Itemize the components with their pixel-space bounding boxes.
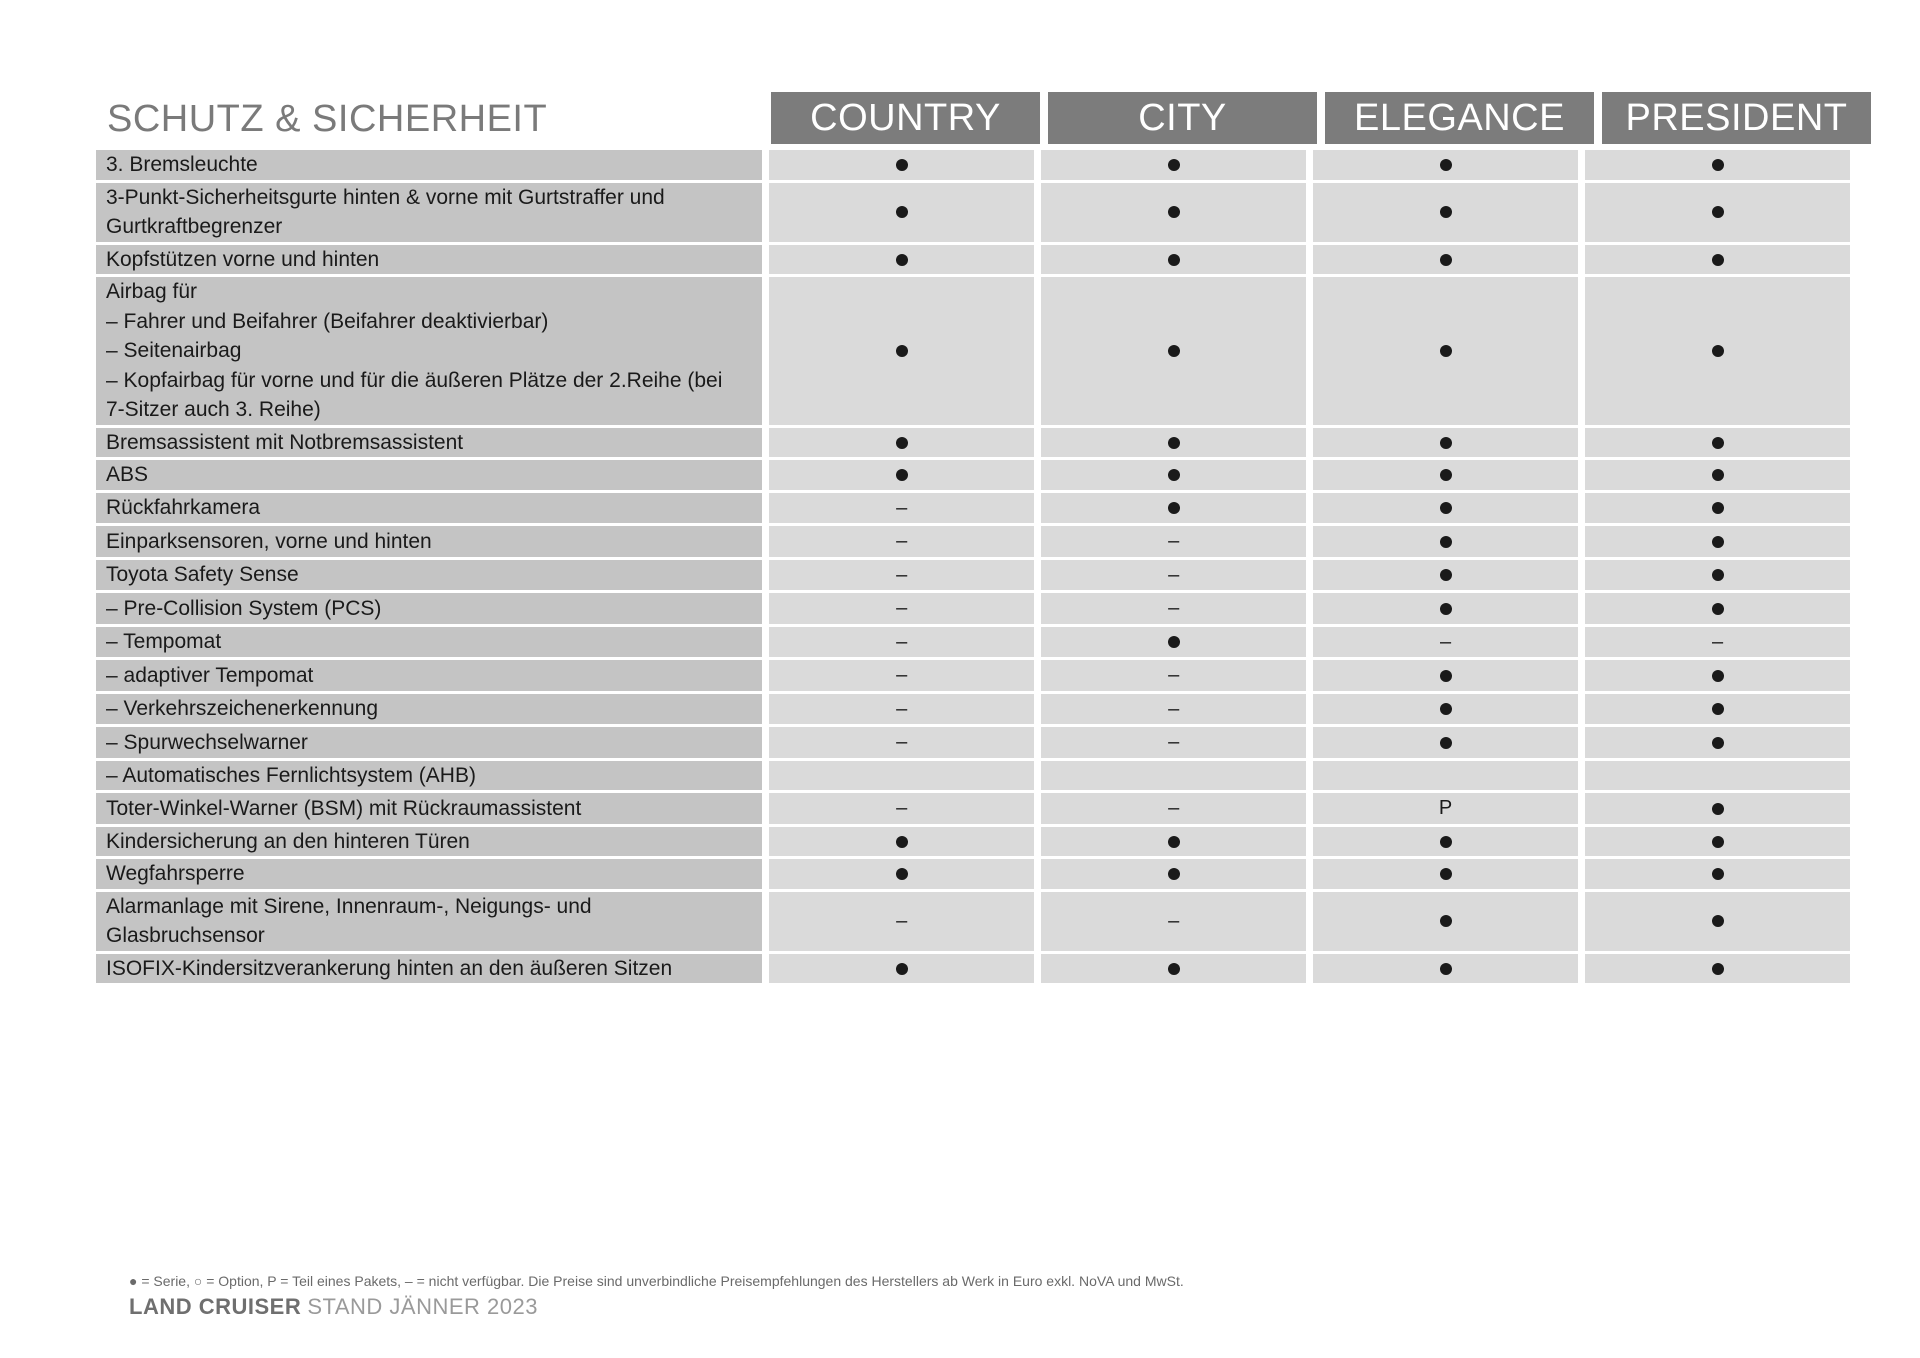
cell-president	[1585, 793, 1850, 824]
cell-elegance	[1313, 954, 1578, 984]
cell-country	[769, 954, 1034, 984]
standard-dot-icon	[1440, 159, 1452, 171]
feature-label: Kopfstützen vorne und hinten	[96, 245, 762, 275]
standard-dot-icon	[1712, 836, 1724, 848]
standard-dot-icon	[1712, 915, 1724, 927]
standard-dot-icon	[1712, 569, 1724, 581]
not-available-mark: –	[896, 563, 908, 586]
cell-city	[1041, 460, 1306, 490]
cell-city	[1041, 859, 1306, 889]
table-row	[96, 892, 1850, 951]
not-available-mark: –	[896, 630, 908, 653]
cell-country	[769, 892, 1034, 951]
not-available-mark: –	[896, 664, 908, 686]
standard-dot-icon	[1440, 345, 1452, 357]
standard-dot-icon	[1440, 915, 1452, 927]
table-row	[96, 793, 1850, 824]
standard-dot-icon	[896, 963, 908, 975]
cell-city	[1041, 694, 1306, 725]
cell-country	[769, 460, 1034, 490]
column-header-president: PRESIDENT	[1602, 92, 1871, 144]
feature-label: ABS	[96, 460, 762, 490]
standard-dot-icon	[1712, 345, 1724, 357]
not-available-mark: –	[1168, 797, 1180, 819]
standard-dot-icon	[1440, 868, 1452, 880]
cell-city	[1041, 277, 1306, 425]
table-row	[96, 526, 1850, 557]
standard-dot-icon	[1712, 206, 1724, 218]
feature-label: Toter-Winkel-Warner (BSM) mit Rückraumassistent	[96, 793, 762, 824]
cell-president	[1585, 150, 1850, 180]
standard-dot-icon	[1712, 670, 1724, 682]
feature-label: – Verkehrszeichenerkennung	[96, 694, 762, 725]
table-row	[96, 277, 1850, 425]
column-header-country: COUNTRY	[771, 92, 1040, 144]
not-available-mark: –	[1168, 909, 1180, 932]
cell-city	[1041, 660, 1306, 691]
cell-elegance	[1313, 277, 1578, 425]
standard-dot-icon	[1168, 469, 1180, 481]
standard-dot-icon	[1440, 437, 1452, 449]
standard-dot-icon	[1712, 536, 1724, 548]
not-available-mark: –	[1711, 630, 1724, 653]
cell-elegance	[1313, 761, 1578, 791]
cell-elegance	[1313, 859, 1578, 889]
cell-elegance	[1313, 593, 1578, 624]
standard-dot-icon	[1440, 703, 1452, 715]
standard-dot-icon	[1712, 963, 1724, 975]
cell-president	[1585, 627, 1850, 658]
not-available-mark: –	[896, 797, 908, 819]
cell-country	[769, 627, 1034, 658]
cell-president	[1585, 460, 1850, 490]
cell-elegance	[1313, 428, 1578, 458]
standard-dot-icon	[1168, 345, 1180, 357]
standard-dot-icon	[896, 437, 908, 449]
cell-president	[1585, 493, 1850, 524]
cell-country	[769, 526, 1034, 557]
cell-city	[1041, 727, 1306, 758]
table-row	[96, 660, 1850, 691]
package-mark: P	[1438, 797, 1453, 819]
not-available-mark: –	[1168, 530, 1180, 552]
cell-city	[1041, 150, 1306, 180]
feature-label: Einparksensoren, vorne und hinten	[96, 526, 762, 557]
cell-elegance	[1313, 245, 1578, 275]
standard-dot-icon	[1712, 603, 1724, 615]
cell-elegance	[1313, 727, 1578, 758]
cell-country	[769, 793, 1034, 824]
standard-dot-icon	[1168, 254, 1180, 266]
standard-dot-icon	[896, 836, 908, 848]
cell-elegance	[1313, 827, 1578, 857]
cell-elegance	[1313, 793, 1578, 824]
cell-president	[1585, 428, 1850, 458]
cell-country	[769, 245, 1034, 275]
cell-country	[769, 150, 1034, 180]
not-available-mark: –	[1168, 731, 1180, 753]
cell-president	[1585, 245, 1850, 275]
table-row	[96, 727, 1850, 758]
feature-label: – adaptiver Tempomat	[96, 660, 762, 691]
table-row	[96, 761, 1850, 791]
standard-dot-icon	[1440, 254, 1452, 266]
cell-president	[1585, 694, 1850, 725]
cell-president	[1585, 183, 1850, 242]
cell-city	[1041, 428, 1306, 458]
table-row	[96, 694, 1850, 725]
cell-city	[1041, 560, 1306, 591]
standard-dot-icon	[1712, 868, 1724, 880]
cell-president	[1585, 827, 1850, 857]
cell-country	[769, 560, 1034, 591]
table-row	[96, 627, 1850, 658]
feature-label: ISOFIX-Kindersitzverankerung hinten an den äußeren Sitzen	[96, 954, 762, 984]
standard-dot-icon	[1440, 963, 1452, 975]
cell-country	[769, 183, 1034, 242]
table-row	[96, 493, 1850, 524]
cell-city	[1041, 493, 1306, 524]
table-row	[96, 428, 1850, 458]
cell-president	[1585, 560, 1850, 591]
feature-label: – Pre-Collision System (PCS)	[96, 593, 762, 624]
standard-dot-icon	[1712, 159, 1724, 171]
cell-president	[1585, 526, 1850, 557]
feature-label: Kindersicherung an den hinteren Türen	[96, 827, 762, 857]
cell-elegance	[1313, 460, 1578, 490]
cell-president	[1585, 277, 1850, 425]
cell-president	[1585, 892, 1850, 951]
standard-dot-icon	[896, 868, 908, 880]
standard-dot-icon	[1440, 536, 1452, 548]
not-available-mark: –	[896, 731, 908, 753]
feature-label: – Automatisches Fernlichtsystem (AHB)	[96, 761, 762, 791]
standard-dot-icon	[1440, 469, 1452, 481]
cell-city	[1041, 593, 1306, 624]
cell-president	[1585, 727, 1850, 758]
cell-president	[1585, 859, 1850, 889]
cell-country	[769, 493, 1034, 524]
feature-label: Wegfahrsperre	[96, 859, 762, 889]
standard-dot-icon	[896, 345, 908, 357]
standard-dot-icon	[1440, 603, 1452, 615]
table-row	[96, 245, 1850, 275]
standard-dot-icon	[1712, 502, 1724, 514]
cell-city	[1041, 827, 1306, 857]
spec-table	[89, 147, 1857, 986]
cell-country	[769, 428, 1034, 458]
feature-label: 3-Punkt-Sicherheitsgurte hinten & vorne mit Gurtstraffer und Gurtkraftbegrenzer	[96, 183, 762, 242]
feature-label: Rückfahrkamera	[96, 493, 762, 524]
cell-city	[1041, 245, 1306, 275]
cell-city	[1041, 793, 1306, 824]
cell-country	[769, 277, 1034, 425]
cell-elegance	[1313, 150, 1578, 180]
cell-president	[1585, 660, 1850, 691]
table-row	[96, 827, 1850, 857]
standard-dot-icon	[896, 254, 908, 266]
cell-president	[1585, 954, 1850, 984]
cell-country	[769, 827, 1034, 857]
standard-dot-icon	[896, 159, 908, 171]
footer-model: LAND CRUISER	[129, 1294, 302, 1319]
feature-label: – Tempomat	[96, 627, 762, 658]
standard-dot-icon	[1168, 437, 1180, 449]
standard-dot-icon	[1712, 703, 1724, 715]
cell-city	[1041, 761, 1306, 791]
cell-elegance	[1313, 892, 1578, 951]
feature-label: Alarmanlage mit Sirene, Innenraum-, Neigungs- und Glasbruchsensor	[96, 892, 762, 951]
standard-dot-icon	[1440, 569, 1452, 581]
not-available-mark: –	[1168, 697, 1180, 720]
cell-president	[1585, 761, 1850, 791]
cell-elegance	[1313, 560, 1578, 591]
table-row	[96, 460, 1850, 490]
table-row	[96, 859, 1850, 889]
footer	[129, 1294, 538, 1320]
standard-dot-icon	[1712, 737, 1724, 749]
cell-elegance	[1313, 183, 1578, 242]
standard-dot-icon	[896, 206, 908, 218]
cell-elegance	[1313, 660, 1578, 691]
cell-country	[769, 859, 1034, 889]
cell-elegance	[1313, 526, 1578, 557]
standard-dot-icon	[1168, 159, 1180, 171]
not-available-mark: –	[896, 530, 908, 552]
table-row	[96, 560, 1850, 591]
standard-dot-icon	[1440, 737, 1452, 749]
feature-label: Airbag für – Fahrer und Beifahrer (Beifahrer deaktivierbar) – Seitenairbag – Kopfairbag für vorne und für die äußeren Plätze der 2.Reihe (bei 7-Sitzer auch 3. Reihe)	[96, 277, 762, 425]
column-header-city: CITY	[1048, 92, 1317, 144]
table-row	[96, 183, 1850, 242]
cell-country	[769, 761, 1034, 791]
cell-country	[769, 593, 1034, 624]
cell-city	[1041, 183, 1306, 242]
not-available-mark: –	[896, 909, 908, 932]
feature-label: Bremsassistent mit Notbremsassistent	[96, 428, 762, 458]
standard-dot-icon	[1712, 437, 1724, 449]
cell-city	[1041, 954, 1306, 984]
feature-label: 3. Bremsleuchte	[96, 150, 762, 180]
standard-dot-icon	[1168, 206, 1180, 218]
standard-dot-icon	[1440, 670, 1452, 682]
standard-dot-icon	[1168, 636, 1180, 648]
not-available-mark: –	[896, 597, 908, 619]
standard-dot-icon	[1440, 206, 1452, 218]
feature-label: Toyota Safety Sense	[96, 560, 762, 591]
cell-city	[1041, 526, 1306, 557]
standard-dot-icon	[1168, 868, 1180, 880]
table-row	[96, 150, 1850, 180]
not-available-mark: –	[1168, 597, 1180, 619]
standard-dot-icon	[1440, 502, 1452, 514]
standard-dot-icon	[1712, 803, 1724, 815]
not-available-mark: –	[896, 496, 908, 519]
standard-dot-icon	[1168, 502, 1180, 514]
cell-elegance	[1313, 493, 1578, 524]
cell-country	[769, 660, 1034, 691]
footer-stand: STAND JÄNNER 2023	[307, 1294, 538, 1319]
standard-dot-icon	[1168, 836, 1180, 848]
cell-country	[769, 694, 1034, 725]
cell-city	[1041, 892, 1306, 951]
cell-elegance	[1313, 627, 1578, 658]
table-row	[96, 954, 1850, 984]
standard-dot-icon	[1712, 469, 1724, 481]
standard-dot-icon	[1712, 254, 1724, 266]
table-row	[96, 593, 1850, 624]
feature-label: – Spurwechselwarner	[96, 727, 762, 758]
cell-elegance	[1313, 694, 1578, 725]
standard-dot-icon	[1168, 963, 1180, 975]
section-title: SCHUTZ & SICHERHEIT	[107, 98, 548, 140]
not-available-mark: –	[1168, 664, 1180, 686]
cell-city	[1041, 627, 1306, 658]
cell-president	[1585, 593, 1850, 624]
cell-country	[769, 727, 1034, 758]
standard-dot-icon	[896, 469, 908, 481]
not-available-mark: –	[1168, 563, 1180, 586]
column-header-elegance: ELEGANCE	[1325, 92, 1594, 144]
not-available-mark: –	[1440, 630, 1452, 653]
standard-dot-icon	[1440, 836, 1452, 848]
legend-note: ● = Serie, ○ = Option, P = Teil eines Pakets, – = nicht verfügbar. Die Preise sind unverbindliche Preisempfehlungen des Herstellers ab Werk in Euro exkl. NoVA und MwSt.	[129, 1273, 1184, 1289]
not-available-mark: –	[896, 697, 908, 720]
